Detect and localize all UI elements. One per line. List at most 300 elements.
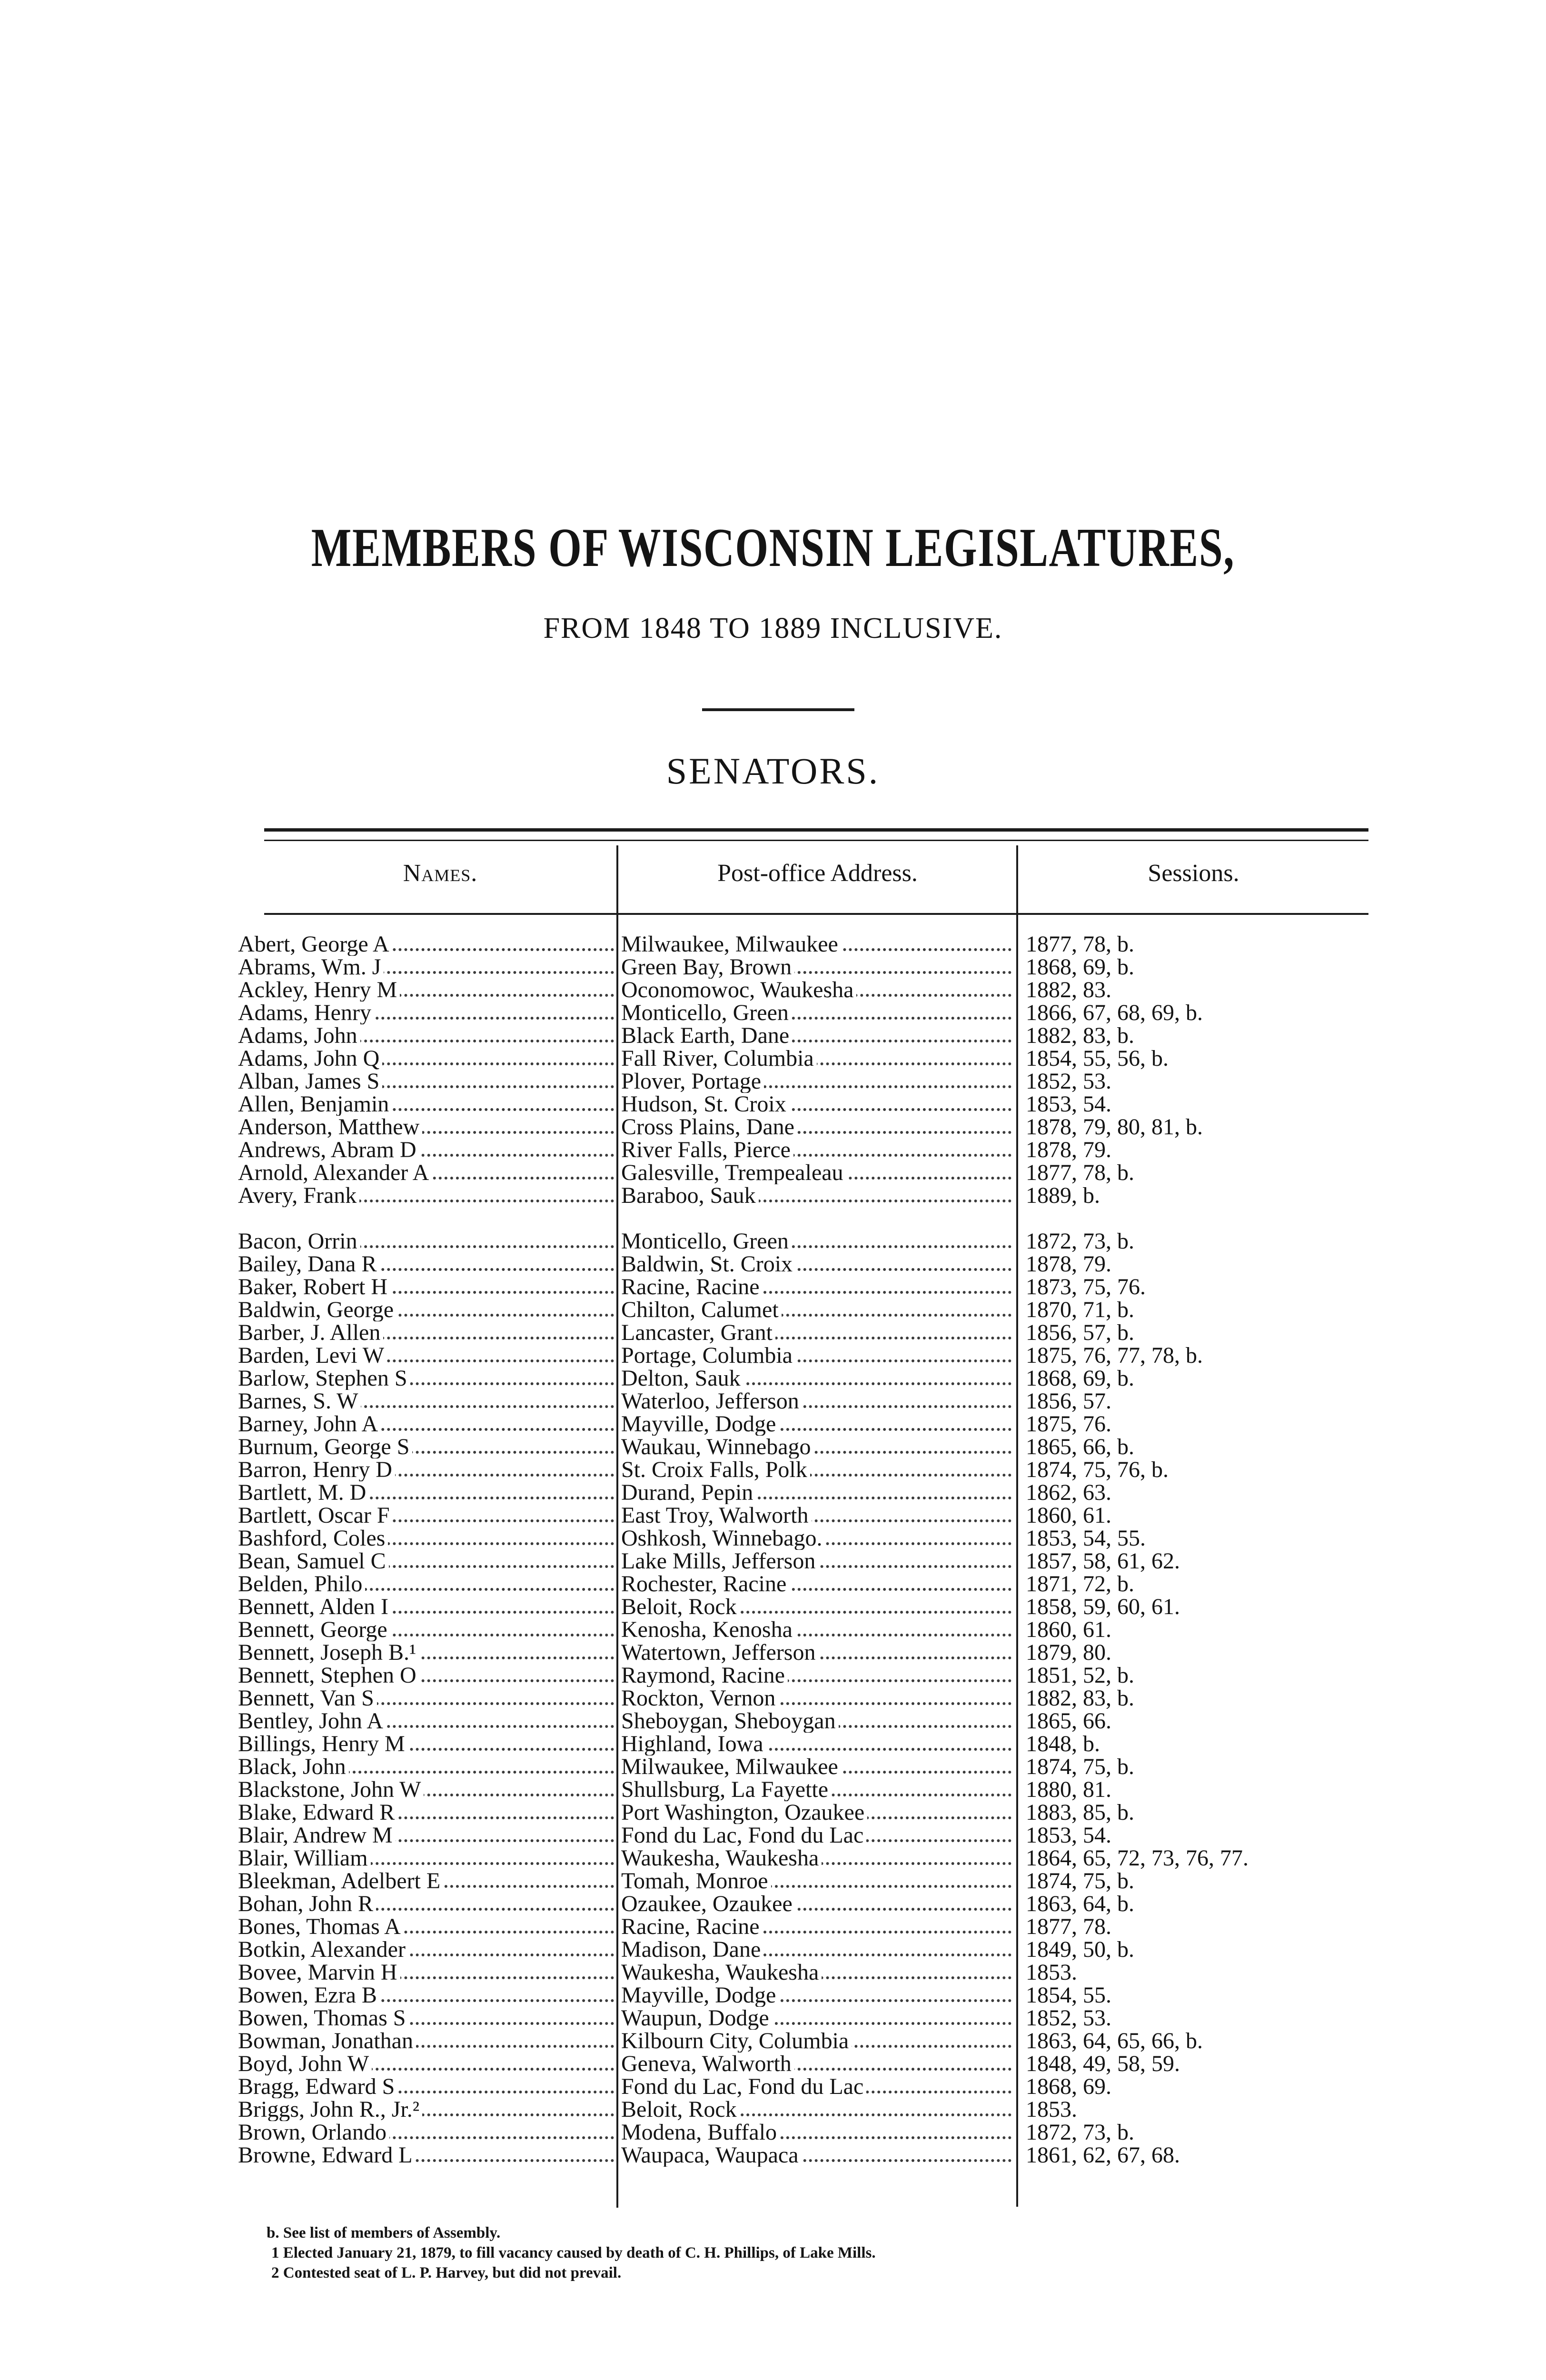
post-office-address-text: Green Bay, Brown <box>621 956 794 979</box>
table-row <box>0 1116 1546 1139</box>
senator-name-text: Bentley, John A <box>238 1710 386 1733</box>
post-office-address <box>621 979 1011 1002</box>
post-office-address-text: Oshkosh, Winnebago. <box>621 1527 825 1550</box>
senator-name <box>238 1070 614 1093</box>
table-row <box>0 1047 1546 1070</box>
senator-name <box>238 933 614 956</box>
senator-name-text: Adams, John <box>238 1024 360 1047</box>
sessions-served <box>1026 1938 1359 1961</box>
post-office-address-text: Fall River, Columbia <box>621 1047 817 1070</box>
sessions-served-text: 1874, 75, b. <box>1026 1755 1137 1778</box>
sessions-served <box>1026 1458 1359 1481</box>
post-office-address <box>621 933 1011 956</box>
senator-name-text: Bennett, Van S <box>238 1687 377 1710</box>
sessions-served-text: 1852, 53. <box>1026 2007 1114 2030</box>
sessions-served-text: 1848, 49, 58, 59. <box>1026 2053 1183 2075</box>
senator-name <box>238 1778 614 1801</box>
senator-name <box>238 1938 614 1961</box>
sessions-served <box>1026 1024 1359 1047</box>
table-row <box>0 1527 1546 1550</box>
sessions-served <box>1026 1253 1359 1276</box>
post-office-address <box>621 1893 1011 1915</box>
sessions-served <box>1026 1390 1359 1413</box>
post-office-address <box>621 1984 1011 2007</box>
post-office-address <box>621 1413 1011 1436</box>
senator-name-text: Bowman, Jonathan <box>238 2030 416 2053</box>
senator-name-text: Burnum, George S <box>238 1436 412 1458</box>
post-office-address-text: Racine, Racine <box>621 1915 763 1938</box>
table-row <box>0 2030 1546 2053</box>
table-top-rule-thin <box>264 840 1368 841</box>
sessions-served-text: 1863, 64, b. <box>1026 1893 1137 1915</box>
post-office-address-text: Kilbourn City, Columbia <box>621 2030 852 2053</box>
sessions-served-text: 1882, 83, b. <box>1026 1687 1137 1710</box>
post-office-address-text: Hudson, St. Croix <box>621 1093 789 1116</box>
senator-name <box>238 1276 614 1299</box>
post-office-address-text: Monticello, Green <box>621 1002 792 1024</box>
sessions-served <box>1026 1618 1359 1641</box>
post-office-address-text: East Troy, Walworth <box>621 1504 812 1527</box>
senator-name-text: Blair, William <box>238 1847 371 1870</box>
senator-name <box>238 2121 614 2144</box>
post-office-address <box>621 1367 1011 1390</box>
table-row <box>0 1755 1546 1778</box>
sessions-served <box>1026 1915 1359 1938</box>
post-office-address-text: Waukesha, Waukesha <box>621 1961 822 1984</box>
post-office-address <box>621 1938 1011 1961</box>
sessions-served-text: 1872, 73, b. <box>1026 1230 1137 1253</box>
footnotes <box>267 2223 1409 2283</box>
post-office-address <box>621 1618 1011 1641</box>
senator-name <box>238 1527 614 1550</box>
table-row <box>0 933 1546 956</box>
sessions-served-text: 1856, 57. <box>1026 1390 1114 1413</box>
senator-name <box>238 1002 614 1024</box>
sessions-served <box>1026 1664 1359 1687</box>
table-row <box>0 1847 1546 1870</box>
post-office-address <box>621 1710 1011 1733</box>
table-row <box>0 1002 1546 1024</box>
senator-name-text: Brown, Orlando <box>238 2121 389 2144</box>
post-office-address <box>621 1321 1011 1344</box>
sessions-served-text: 1853, 54, 55. <box>1026 1527 1149 1550</box>
sessions-served-text: 1875, 76. <box>1026 1413 1114 1436</box>
sessions-served-text: 1849, 50, b. <box>1026 1938 1137 1961</box>
sessions-served <box>1026 2098 1359 2121</box>
post-office-address-text: Raymond, Racine <box>621 1664 788 1687</box>
post-office-address-text: Waukesha, Waukesha <box>621 1847 822 1870</box>
sessions-served <box>1026 1870 1359 1893</box>
post-office-address-text: Delton, Sauk <box>621 1367 743 1390</box>
sessions-served-text: 1853, 54. <box>1026 1093 1114 1116</box>
post-office-address-text: Kenosha, Kenosha <box>621 1618 795 1641</box>
post-office-address <box>621 1276 1011 1299</box>
senator-name <box>238 979 614 1002</box>
senator-name-text: Billings, Henry M <box>238 1733 408 1755</box>
senator-name-text: Barron, Henry D <box>238 1458 395 1481</box>
post-office-address-text: Racine, Racine <box>621 1276 763 1299</box>
sessions-served <box>1026 1596 1359 1618</box>
footnote-2: 2 Contested seat of L. P. Harvey, but did not prevail. <box>271 2264 622 2281</box>
sessions-served-text: 1878, 79, 80, 81, b. <box>1026 1116 1206 1139</box>
sessions-served-text: 1865, 66, b. <box>1026 1436 1137 1458</box>
senator-name <box>238 1344 614 1367</box>
senator-name-text: Ackley, Henry M <box>238 979 400 1002</box>
table-row <box>0 1230 1546 1253</box>
post-office-address <box>621 2030 1011 2053</box>
sessions-served-text: 1883, 85, b. <box>1026 1801 1137 1824</box>
sessions-served-text: 1882, 83, b. <box>1026 1024 1137 1047</box>
sessions-served-text: 1877, 78. <box>1026 1915 1114 1938</box>
table-row <box>0 956 1546 979</box>
post-office-address-text: Waupun, Dodge <box>621 2007 772 2030</box>
post-office-address <box>621 956 1011 979</box>
sessions-served <box>1026 1321 1359 1344</box>
senator-name <box>238 2030 614 2053</box>
sessions-served-text: 1854, 55. <box>1026 1984 1114 2007</box>
table-row <box>0 1161 1546 1184</box>
senator-name <box>238 1755 614 1778</box>
section-heading: SENATORS. <box>666 750 880 792</box>
table-row <box>0 1733 1546 1755</box>
senators-table <box>0 933 1546 2167</box>
table-row <box>0 1024 1546 1047</box>
senator-name <box>238 1299 614 1321</box>
senator-name <box>238 2144 614 2167</box>
sessions-served <box>1026 1413 1359 1436</box>
post-office-address-text: Oconomowoc, Waukesha <box>621 979 856 1002</box>
post-office-address-text: Rochester, Racine <box>621 1573 789 1596</box>
table-row <box>0 1801 1546 1824</box>
post-office-address-text: Port Washington, Ozaukee <box>621 1801 867 1824</box>
table-row <box>0 2007 1546 2030</box>
sessions-served-text: 1868, 69, b. <box>1026 956 1137 979</box>
post-office-address <box>621 2075 1011 2098</box>
sessions-served-text: 1853. <box>1026 2098 1080 2121</box>
senator-name-text: Browne, Edward L <box>238 2144 416 2167</box>
senator-name-text: Alban, James S <box>238 1070 382 1093</box>
sessions-served-text: 1878, 79. <box>1026 1253 1114 1276</box>
senator-name <box>238 1390 614 1413</box>
post-office-address <box>621 1436 1011 1458</box>
post-office-address-text: Shullsburg, La Fayette <box>621 1778 831 1801</box>
sessions-served <box>1026 1002 1359 1024</box>
post-office-address-text: Modena, Buffalo <box>621 2121 780 2144</box>
sessions-served-text: 1865, 66. <box>1026 1710 1114 1733</box>
sessions-served <box>1026 1047 1359 1070</box>
post-office-address-text: Waterloo, Jefferson <box>621 1390 802 1413</box>
senator-name-text: Allen, Benjamin <box>238 1093 392 1116</box>
sessions-served-text: 1857, 58, 61, 62. <box>1026 1550 1183 1573</box>
post-office-address-text: Tomah, Monroe <box>621 1870 771 1893</box>
table-row <box>0 1390 1546 1413</box>
table-row <box>0 1573 1546 1596</box>
senator-name-text: Arnold, Alexander A <box>238 1161 432 1184</box>
post-office-address-text: Plover, Portage <box>621 1070 764 1093</box>
sessions-served-text: 1860, 61. <box>1026 1618 1114 1641</box>
sessions-served <box>1026 1984 1359 2007</box>
column-header-sessions: Sessions. <box>1148 860 1239 887</box>
senator-name-text: Bowen, Ezra B <box>238 1984 380 2007</box>
senator-name <box>238 1687 614 1710</box>
table-row <box>0 1481 1546 1504</box>
post-office-address <box>621 1047 1011 1070</box>
senator-name <box>238 1915 614 1938</box>
sessions-served-text: 1862, 63. <box>1026 1481 1114 1504</box>
sessions-served-text: 1880, 81. <box>1026 1778 1114 1801</box>
senator-name <box>238 1801 614 1824</box>
senator-name-text: Adams, John Q <box>238 1047 382 1070</box>
senator-name <box>238 2053 614 2075</box>
table-row <box>0 1618 1546 1641</box>
sessions-served <box>1026 1755 1359 1778</box>
sessions-served-text: 1853. <box>1026 1961 1080 1984</box>
senator-name-text: Adams, Henry <box>238 1002 374 1024</box>
post-office-address <box>621 1824 1011 1847</box>
post-office-address-text: Lancaster, Grant <box>621 1321 775 1344</box>
post-office-address <box>621 1573 1011 1596</box>
sessions-served-text: 1856, 57, b. <box>1026 1321 1137 1344</box>
post-office-address-text: Highland, Iowa <box>621 1733 766 1755</box>
sessions-served-text: 1872, 73, b. <box>1026 2121 1137 2144</box>
post-office-address-text: Waukau, Winnebago <box>621 1436 814 1458</box>
table-row <box>0 1984 1546 2007</box>
post-office-address-text: Sheboygan, Sheboygan <box>621 1710 839 1733</box>
sessions-served <box>1026 1778 1359 1801</box>
post-office-address-text: St. Croix Falls, Polk <box>621 1458 810 1481</box>
senator-name-text: Botkin, Alexander <box>238 1938 408 1961</box>
senator-name <box>238 1367 614 1390</box>
sessions-served <box>1026 1481 1359 1504</box>
post-office-address-text: Baraboo, Sauk <box>621 1184 759 1207</box>
table-row <box>0 1687 1546 1710</box>
page-title: MEMBERS OF WISCONSIN LEGISLATURES, <box>311 517 1235 578</box>
sessions-served-text: 1848, b. <box>1026 1733 1103 1755</box>
senator-name-text: Boyd, John W <box>238 2053 372 2075</box>
senator-name-text: Bowen, Thomas S <box>238 2007 408 2030</box>
sessions-served <box>1026 1161 1359 1184</box>
sessions-served <box>1026 1527 1359 1550</box>
sessions-served <box>1026 1367 1359 1390</box>
sessions-served <box>1026 1276 1359 1299</box>
sessions-served <box>1026 1641 1359 1664</box>
post-office-address-text: Lake Mills, Jefferson <box>621 1550 818 1573</box>
table-row <box>0 1504 1546 1527</box>
post-office-address-text: Fond du Lac, Fond du Lac <box>621 1824 866 1847</box>
senator-name <box>238 1436 614 1458</box>
sessions-served-text: 1874, 75, 76, b. <box>1026 1458 1171 1481</box>
sessions-served <box>1026 1824 1359 1847</box>
post-office-address-text: Waupaca, Waupaca <box>621 2144 802 2167</box>
sessions-served <box>1026 1687 1359 1710</box>
sessions-served-text: 1851, 52, b. <box>1026 1664 1137 1687</box>
senator-name-text: Avery, Frank <box>238 1184 359 1207</box>
senator-name <box>238 956 614 979</box>
sessions-served-text: 1868, 69, b. <box>1026 1367 1137 1390</box>
sessions-served <box>1026 933 1359 956</box>
post-office-address <box>621 1116 1011 1139</box>
table-row <box>0 979 1546 1002</box>
title-divider <box>702 708 854 711</box>
post-office-address-text: Geneva, Walworth <box>621 2053 794 2075</box>
senator-name-text: Bennett, Alden I <box>238 1596 391 1618</box>
footnote-1: 1 Elected January 21, 1879, to fill vacancy caused by death of C. H. Phillips, of Lake Mills. <box>271 2244 876 2261</box>
post-office-address-text: Cross Plains, Dane <box>621 1116 797 1139</box>
post-office-address <box>621 1299 1011 1321</box>
senator-name-text: Bashford, Coles <box>238 1527 388 1550</box>
sessions-served-text: 1882, 83. <box>1026 979 1114 1002</box>
post-office-address <box>621 1002 1011 1024</box>
post-office-address <box>621 1961 1011 1984</box>
sessions-served <box>1026 1733 1359 1755</box>
post-office-address-text: Beloit, Rock <box>621 1596 740 1618</box>
post-office-address <box>621 1230 1011 1253</box>
table-row <box>0 1184 1546 1207</box>
senator-name-text: Bennett, Joseph B.¹ <box>238 1641 419 1664</box>
sessions-served <box>1026 1230 1359 1253</box>
senator-name-text: Barnes, S. W <box>238 1390 361 1413</box>
post-office-address-text: Rockton, Vernon <box>621 1687 778 1710</box>
sessions-served <box>1026 2030 1359 2053</box>
senator-name-text: Bennett, George <box>238 1618 390 1641</box>
post-office-address-text: Fond du Lac, Fond du Lac <box>621 2075 866 2098</box>
senator-name-text: Andrews, Abram D <box>238 1139 419 1161</box>
post-office-address-text: Watertown, Jefferson <box>621 1641 818 1664</box>
post-office-address-text: Mayville, Dodge <box>621 1984 779 2007</box>
sessions-served <box>1026 1070 1359 1093</box>
footnote-b: b. See list of members of Assembly. <box>267 2224 501 2241</box>
post-office-address <box>621 2098 1011 2121</box>
table-row <box>0 2144 1546 2167</box>
sessions-served-text: 1874, 75, b. <box>1026 1870 1137 1893</box>
senator-name-text: Bragg, Edward S <box>238 2075 397 2098</box>
sessions-served <box>1026 2075 1359 2098</box>
post-office-address <box>621 1801 1011 1824</box>
senator-name-text: Belden, Philo <box>238 1573 365 1596</box>
sessions-served <box>1026 1504 1359 1527</box>
sessions-served-text: 1879, 80. <box>1026 1641 1114 1664</box>
table-row <box>0 1596 1546 1618</box>
table-row <box>0 1710 1546 1733</box>
post-office-address-text: River Falls, Pierce <box>621 1139 793 1161</box>
post-office-address <box>621 1253 1011 1276</box>
sessions-served-text: 1861, 62, 67, 68. <box>1026 2144 1183 2167</box>
post-office-address-text: Durand, Pepin <box>621 1481 756 1504</box>
post-office-address-text: Baldwin, St. Croix <box>621 1253 795 1276</box>
post-office-address <box>621 1733 1011 1755</box>
sessions-served-text: 1853, 54. <box>1026 1824 1114 1847</box>
table-row <box>0 2121 1546 2144</box>
post-office-address <box>621 1755 1011 1778</box>
sessions-served <box>1026 1116 1359 1139</box>
post-office-address <box>621 1527 1011 1550</box>
senator-name-text: Bacon, Orrin <box>238 1230 360 1253</box>
sessions-served <box>1026 1550 1359 1573</box>
senator-name <box>238 1893 614 1915</box>
post-office-address <box>621 1093 1011 1116</box>
senator-name <box>238 1550 614 1573</box>
senator-name-text: Barney, John A <box>238 1413 381 1436</box>
table-row <box>0 1093 1546 1116</box>
sessions-served <box>1026 1961 1359 1984</box>
senator-name-text: Bartlett, M. D <box>238 1481 369 1504</box>
post-office-address <box>621 2053 1011 2075</box>
column-header-names: Names. <box>403 860 478 887</box>
post-office-address <box>621 1070 1011 1093</box>
table-row <box>0 1778 1546 1801</box>
table-row <box>0 1276 1546 1299</box>
sessions-served-text: 1889, b. <box>1026 1184 1103 1207</box>
senator-name-text: Bones, Thomas A <box>238 1915 404 1938</box>
table-row <box>0 1070 1546 1093</box>
senator-name-text: Barden, Levi W <box>238 1344 387 1367</box>
senator-name-text: Abert, George A <box>238 933 392 956</box>
post-office-address-text: Galesville, Trempealeau <box>621 1161 846 1184</box>
table-row <box>0 1299 1546 1321</box>
table-row <box>0 1893 1546 1915</box>
post-office-address-text: Madison, Dane <box>621 1938 763 1961</box>
senator-name <box>238 1984 614 2007</box>
post-office-address <box>621 1550 1011 1573</box>
post-office-address <box>621 1184 1011 1207</box>
sessions-served-text: 1877, 78, b. <box>1026 1161 1137 1184</box>
senator-name <box>238 1253 614 1276</box>
table-row <box>0 1961 1546 1984</box>
sessions-served <box>1026 2053 1359 2075</box>
sessions-served <box>1026 1436 1359 1458</box>
post-office-address <box>621 1596 1011 1618</box>
sessions-served <box>1026 1344 1359 1367</box>
senator-name <box>238 1184 614 1207</box>
senator-name-text: Baldwin, George <box>238 1299 396 1321</box>
table-row <box>0 1367 1546 1390</box>
senator-name <box>238 2075 614 2098</box>
post-office-address-text: Milwaukee, Milwaukee <box>621 933 841 956</box>
sessions-served-text: 1877, 78, b. <box>1026 933 1137 956</box>
senator-name <box>238 1573 614 1596</box>
table-row <box>0 1344 1546 1367</box>
sessions-served <box>1026 979 1359 1002</box>
sessions-served-text: 1868, 69. <box>1026 2075 1114 2098</box>
post-office-address <box>621 1687 1011 1710</box>
sessions-served-text: 1852, 53. <box>1026 1070 1114 1093</box>
senator-name <box>238 1504 614 1527</box>
header-rule <box>264 913 1368 915</box>
post-office-address <box>621 1870 1011 1893</box>
senator-name-text: Barber, J. Allen <box>238 1321 383 1344</box>
senator-name <box>238 1458 614 1481</box>
sessions-served-text: 1854, 55, 56, b. <box>1026 1047 1171 1070</box>
senator-name <box>238 1139 614 1161</box>
table-row <box>0 1664 1546 1687</box>
senator-name-text: Bohan, John R <box>238 1893 376 1915</box>
senator-name <box>238 1116 614 1139</box>
senator-name <box>238 1961 614 1984</box>
sessions-served <box>1026 1893 1359 1915</box>
senator-name-text: Anderson, Matthew <box>238 1116 422 1139</box>
sessions-served-text: 1875, 76, 77, 78, b. <box>1026 1344 1206 1367</box>
sessions-served <box>1026 2121 1359 2144</box>
senator-name-text: Barlow, Stephen S <box>238 1367 410 1390</box>
post-office-address-text: Monticello, Green <box>621 1230 792 1253</box>
sessions-served <box>1026 956 1359 979</box>
post-office-address <box>621 1344 1011 1367</box>
post-office-address-text: Ozaukee, Ozaukee <box>621 1893 795 1915</box>
sessions-served <box>1026 1299 1359 1321</box>
senator-name <box>238 1481 614 1504</box>
sessions-served-text: 1863, 64, 65, 66, b. <box>1026 2030 1206 2053</box>
post-office-address <box>621 1161 1011 1184</box>
